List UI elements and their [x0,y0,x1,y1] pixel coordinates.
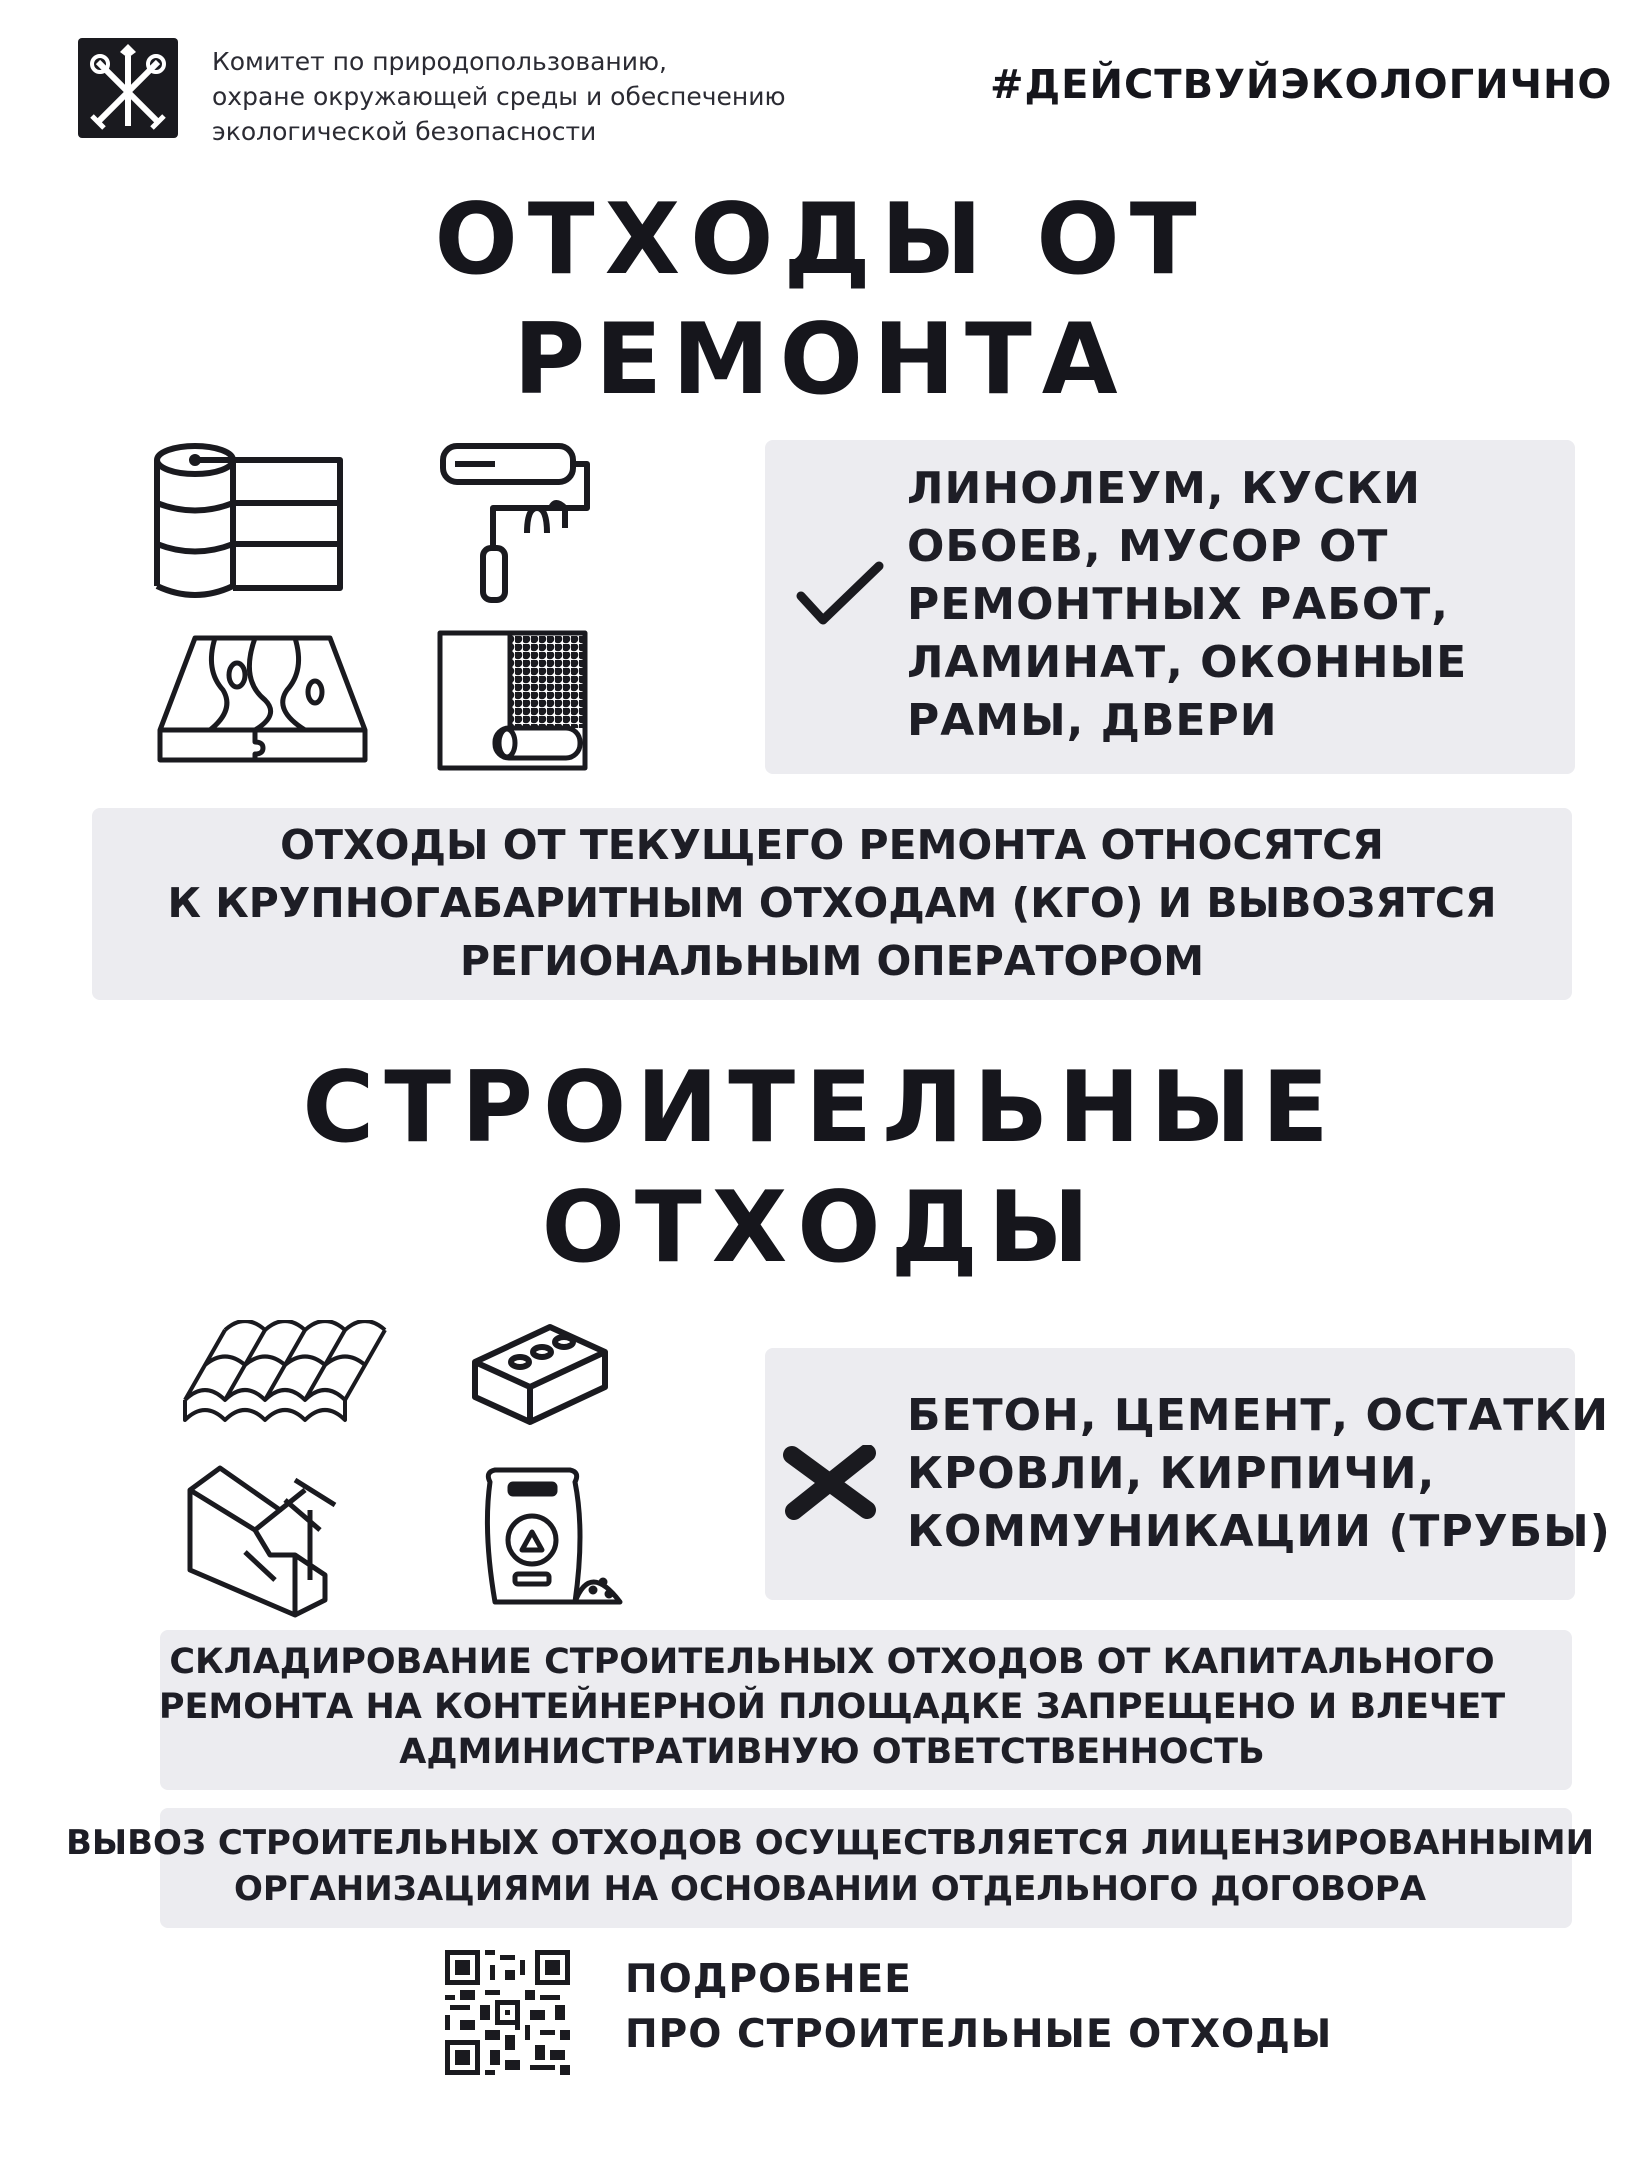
linoleum-roll-icon [150,438,350,608]
cross-icon [782,1445,877,1520]
construction-title-line: СТРОИТЕЛЬНЫЕ [302,1051,1339,1165]
construction-title [0,1048,1641,1288]
repair-allowed-list [907,460,1467,750]
committee-line: экологической безопасности [212,117,597,146]
more-info-line: ПОДРОБНЕЕ [625,1957,912,2002]
notice-line: АДМИНИСТРАТИВНУЮ ОТВЕТСТВЕННОСТЬ [399,1732,1265,1772]
qr-code-icon[interactable] [445,1950,570,2075]
list-item: ЛИНОЛЕУМ, КУСКИ [907,463,1421,514]
more-info-line: ПРО СТРОИТЕЛЬНЫЕ ОТХОДЫ [625,2012,1333,2057]
laminate-wood-icon [155,630,370,770]
wallpaper-roll-icon [435,628,595,773]
list-item: КОММУНИКАЦИИ (ТРУБЫ) [907,1506,1611,1557]
repair-notice [92,816,1572,990]
committee-name [212,44,932,149]
construction-forbidden-list [907,1387,1611,1561]
concrete-block-icon [185,1460,345,1620]
construction-notice [92,1640,1572,1775]
list-item: КРОВЛИ, КИРПИЧИ, [907,1448,1436,1499]
notice-line: СКЛАДИРОВАНИЕ СТРОИТЕЛЬНЫХ ОТХОДОВ ОТ КАПИТАЛЬНОГО [169,1642,1495,1682]
list-item: БЕТОН, ЦЕМЕНТ, ОСТАТКИ [907,1390,1610,1441]
notice-line: ОРГАНИЗАЦИЯМИ НА ОСНОВАНИИ ОТДЕЛЬНОГО ДОГОВОРА [233,1869,1427,1909]
city-coat-of-arms-icon [78,38,178,138]
cement-bag-icon [475,1462,625,1612]
roof-tiles-icon [180,1320,395,1435]
checkmark-icon [795,558,885,633]
list-item: РАМЫ, ДВЕРИ [907,695,1278,746]
repair-title [0,180,1641,420]
list-item: ЛАМИНАТ, ОКОННЫЕ [907,637,1468,688]
repair-title-line: РЕМОНТА [513,303,1128,417]
committee-line: охране окружающей среды и обеспечению [212,82,786,111]
notice-line: РЕМОНТА НА КОНТЕЙНЕРНОЙ ПЛОЩАДКЕ ЗАПРЕЩЕНО И ВЛЕЧЕТ [158,1687,1506,1727]
committee-line: Комитет по природопользованию, [212,47,667,76]
construction-title-line: ОТХОДЫ [541,1171,1100,1285]
hashtag: #ДЕЙСТВУЙЭКОЛОГИЧНО [990,62,1613,108]
repair-title-line: ОТХОДЫ ОТ [434,183,1207,297]
license-notice [60,1820,1600,1912]
list-item: РЕМОНТНЫХ РАБОТ, [907,579,1449,630]
notice-line: ВЫВОЗ СТРОИТЕЛЬНЫХ ОТХОДОВ ОСУЩЕСТВЛЯЕТСЯ ЛИЦЕНЗИРОВАННЫМИ [65,1823,1595,1863]
list-item: ОБОЕВ, МУСОР ОТ [907,521,1389,572]
paint-roller-icon [425,438,595,608]
notice-line: ОТХОДЫ ОТ ТЕКУЩЕГО РЕМОНТА ОТНОСЯТСЯ [280,821,1384,869]
brick-icon [470,1322,610,1432]
more-info-link[interactable] [625,1952,1332,2062]
notice-line: РЕГИОНАЛЬНЫМ ОПЕРАТОРОМ [459,937,1205,985]
notice-line: К КРУПНОГАБАРИТНЫМ ОТХОДАМ (КГО) И ВЫВОЗЯТСЯ [167,879,1497,927]
